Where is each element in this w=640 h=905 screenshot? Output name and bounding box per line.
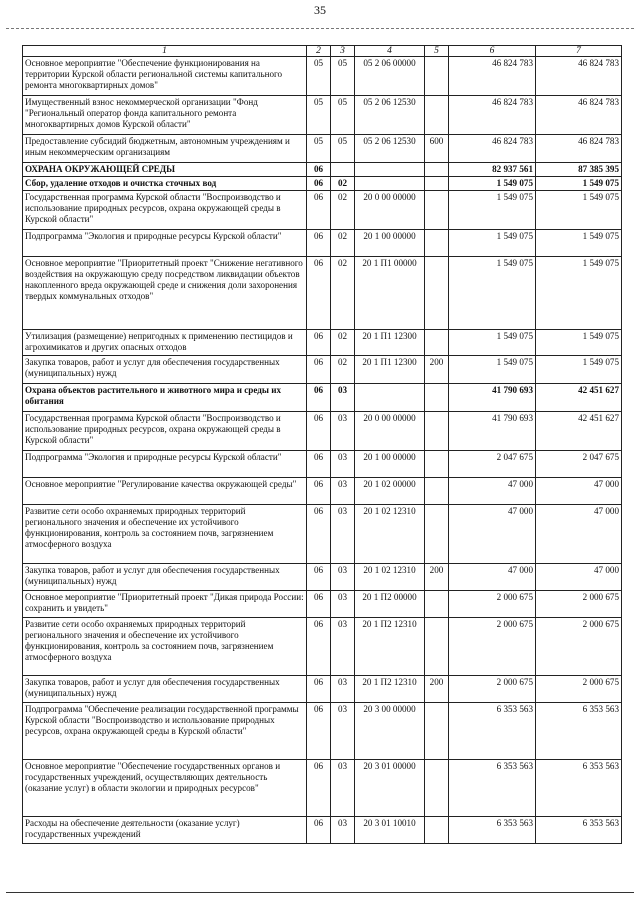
table-row xyxy=(23,591,622,618)
row-subsection xyxy=(331,163,355,177)
row-section: 06 xyxy=(307,330,331,356)
row-amount-2: 6 353 563 xyxy=(536,817,622,844)
row-subsection: 03 xyxy=(331,618,355,676)
row-expense-type xyxy=(425,177,449,191)
row-amount-2: 42 451 627 xyxy=(536,412,622,451)
row-amount-1: 47 000 xyxy=(449,564,536,591)
row-amount-2: 2 000 675 xyxy=(536,676,622,703)
row-subsection: 03 xyxy=(331,676,355,703)
row-subsection: 02 xyxy=(331,356,355,384)
row-target-code: 05 2 06 12530 xyxy=(355,96,425,135)
row-amount-1: 1 549 075 xyxy=(449,191,536,230)
row-amount-1: 47 000 xyxy=(449,478,536,505)
row-amount-1: 41 790 693 xyxy=(449,412,536,451)
table-row xyxy=(23,257,622,330)
row-name: ОХРАНА ОКРУЖАЮЩЕЙ СРЕДЫ xyxy=(23,163,307,177)
row-subsection: 05 xyxy=(331,135,355,163)
header-cell: 1 xyxy=(23,46,307,57)
row-amount-1: 6 353 563 xyxy=(449,760,536,817)
table-row xyxy=(23,191,622,230)
bottom-divider xyxy=(6,892,634,893)
row-amount-1: 1 549 075 xyxy=(449,177,536,191)
budget-table xyxy=(22,45,622,844)
row-name: Подпрограмма "Обеспечение реализации государственной программы Курской области "Воспроизводство и использование природных ресурсов, охрана окружающей среды в Курской области" xyxy=(23,703,307,760)
row-expense-type xyxy=(425,451,449,478)
row-target-code: 20 1 П2 00000 xyxy=(355,591,425,618)
row-amount-1: 2 047 675 xyxy=(449,451,536,478)
row-name: Сбор, удаление отходов и очистка сточных вод xyxy=(23,177,307,191)
row-amount-1: 1 549 075 xyxy=(449,257,536,330)
row-subsection: 03 xyxy=(331,412,355,451)
row-section: 06 xyxy=(307,191,331,230)
row-target-code: 20 1 00 00000 xyxy=(355,451,425,478)
row-amount-2: 6 353 563 xyxy=(536,703,622,760)
row-subsection: 02 xyxy=(331,191,355,230)
header-cell: 4 xyxy=(355,46,425,57)
table-row xyxy=(23,96,622,135)
row-subsection: 02 xyxy=(331,177,355,191)
row-section: 06 xyxy=(307,230,331,257)
row-name: Развитие сети особо охраняемых природных территорий регионального значения и обеспечение их устойчивого функционирования, контроль за состоянием почв, загрязнением атмосферного воздуха xyxy=(23,505,307,564)
row-target-code: 20 1 02 00000 xyxy=(355,478,425,505)
row-amount-1: 1 549 075 xyxy=(449,356,536,384)
row-subsection: 03 xyxy=(331,817,355,844)
table-row xyxy=(23,177,622,191)
row-expense-type xyxy=(425,230,449,257)
table-row xyxy=(23,618,622,676)
row-expense-type: 200 xyxy=(425,356,449,384)
row-subsection: 03 xyxy=(331,564,355,591)
table-row xyxy=(23,676,622,703)
row-subsection: 03 xyxy=(331,505,355,564)
row-subsection: 03 xyxy=(331,760,355,817)
row-amount-2: 42 451 627 xyxy=(536,384,622,412)
row-amount-1: 2 000 675 xyxy=(449,676,536,703)
row-amount-2: 2 000 675 xyxy=(536,591,622,618)
row-target-code: 20 1 П1 00000 xyxy=(355,257,425,330)
row-section: 05 xyxy=(307,96,331,135)
row-subsection: 03 xyxy=(331,451,355,478)
row-section: 06 xyxy=(307,478,331,505)
header-cell: 6 xyxy=(449,46,536,57)
row-target-code: 05 2 06 00000 xyxy=(355,57,425,96)
row-target-code: 20 1 02 12310 xyxy=(355,505,425,564)
page-number: 35 xyxy=(314,3,326,17)
table-row xyxy=(23,384,622,412)
row-expense-type xyxy=(425,618,449,676)
row-amount-1: 1 549 075 xyxy=(449,330,536,356)
row-amount-1: 82 937 561 xyxy=(449,163,536,177)
row-amount-1: 6 353 563 xyxy=(449,817,536,844)
row-subsection: 05 xyxy=(331,96,355,135)
row-section: 06 xyxy=(307,177,331,191)
row-section: 06 xyxy=(307,703,331,760)
row-target-code: 20 1 02 12310 xyxy=(355,564,425,591)
row-subsection: 03 xyxy=(331,384,355,412)
row-name: Утилизация (размещение) непригодных к применению пестицидов и агрохимикатов и других опасных отходов xyxy=(23,330,307,356)
row-name: Основное мероприятие "Обеспечение функционирования на территории Курской области региональной системы капитального ремонта многоквартирных домов" xyxy=(23,57,307,96)
table-row xyxy=(23,564,622,591)
row-amount-2: 47 000 xyxy=(536,564,622,591)
row-name: Государственная программа Курской области "Воспроизводство и использование природных ресурсов, охрана окружающей среды в Курской области" xyxy=(23,191,307,230)
row-name: Основное мероприятие "Регулирование качества окружающей среды" xyxy=(23,478,307,505)
header-cell: 5 xyxy=(425,46,449,57)
row-expense-type xyxy=(425,591,449,618)
row-target-code: 20 0 00 00000 xyxy=(355,191,425,230)
table-row xyxy=(23,505,622,564)
row-amount-2: 6 353 563 xyxy=(536,760,622,817)
row-amount-2: 87 385 395 xyxy=(536,163,622,177)
row-target-code: 05 2 06 12530 xyxy=(355,135,425,163)
row-amount-1: 2 000 675 xyxy=(449,591,536,618)
row-target-code: 20 1 П2 12310 xyxy=(355,618,425,676)
row-section: 06 xyxy=(307,505,331,564)
table-row xyxy=(23,478,622,505)
row-subsection: 02 xyxy=(331,330,355,356)
row-target-code: 20 1 П1 12300 xyxy=(355,330,425,356)
row-name: Закупка товаров, работ и услуг для обеспечения государственных (муниципальных) нужд xyxy=(23,676,307,703)
table-row xyxy=(23,817,622,844)
row-amount-2: 46 824 783 xyxy=(536,57,622,96)
row-name: Развитие сети особо охраняемых природных территорий регионального значения и обеспечение их устойчивого функционирования, контроль за состоянием почв, загрязнением атмосферного воздуха xyxy=(23,618,307,676)
row-target-code: 20 3 01 00000 xyxy=(355,760,425,817)
row-name: Подпрограмма "Экология и природные ресурсы Курской области" xyxy=(23,230,307,257)
header-cell: 7 xyxy=(536,46,622,57)
row-target-code: 20 1 П1 12300 xyxy=(355,356,425,384)
row-name: Предоставление субсидий бюджетным, автономным учреждениям и иным некоммерческим организациям xyxy=(23,135,307,163)
row-expense-type xyxy=(425,384,449,412)
row-target-code xyxy=(355,163,425,177)
row-expense-type: 200 xyxy=(425,676,449,703)
row-expense-type xyxy=(425,760,449,817)
row-section: 06 xyxy=(307,163,331,177)
row-section: 06 xyxy=(307,591,331,618)
row-target-code: 20 3 01 10010 xyxy=(355,817,425,844)
row-target-code: 20 1 00 00000 xyxy=(355,230,425,257)
table-row xyxy=(23,356,622,384)
row-amount-2: 1 549 075 xyxy=(536,330,622,356)
row-name: Основное мероприятие "Приоритетный проект "Снижение негативного воздействия на окружающую среду посредством ликвидации объектов накопленного вреда окружающей среде и снижения доли захоронения твердых коммунальных отходов" xyxy=(23,257,307,330)
row-target-code xyxy=(355,384,425,412)
row-amount-1: 47 000 xyxy=(449,505,536,564)
row-subsection: 03 xyxy=(331,591,355,618)
row-expense-type xyxy=(425,257,449,330)
row-section: 06 xyxy=(307,676,331,703)
row-amount-1: 41 790 693 xyxy=(449,384,536,412)
table-row xyxy=(23,412,622,451)
top-divider xyxy=(6,28,634,29)
row-expense-type xyxy=(425,817,449,844)
row-amount-2: 1 549 075 xyxy=(536,177,622,191)
table-row xyxy=(23,330,622,356)
row-amount-1: 6 353 563 xyxy=(449,703,536,760)
row-amount-2: 47 000 xyxy=(536,505,622,564)
row-section: 05 xyxy=(307,57,331,96)
row-section: 06 xyxy=(307,356,331,384)
row-section: 06 xyxy=(307,817,331,844)
table-row xyxy=(23,163,622,177)
row-name: Государственная программа Курской области "Воспроизводство и использование природных ресурсов, охрана окружающей среды в Курской области" xyxy=(23,412,307,451)
row-expense-type xyxy=(425,330,449,356)
row-amount-1: 1 549 075 xyxy=(449,230,536,257)
row-target-code: 20 0 00 00000 xyxy=(355,412,425,451)
table-row xyxy=(23,57,622,96)
row-section: 06 xyxy=(307,564,331,591)
row-section: 05 xyxy=(307,135,331,163)
row-name: Охрана объектов растительного и животного мира и среды их обитания xyxy=(23,384,307,412)
row-name: Закупка товаров, работ и услуг для обеспечения государственных (муниципальных) нужд xyxy=(23,564,307,591)
row-name: Закупка товаров, работ и услуг для обеспечения государственных (муниципальных) нужд xyxy=(23,356,307,384)
row-name: Расходы на обеспечение деятельности (оказание услуг) государственных учреждений xyxy=(23,817,307,844)
row-target-code: 20 3 00 00000 xyxy=(355,703,425,760)
table-header-row xyxy=(23,46,622,57)
row-amount-2: 47 000 xyxy=(536,478,622,505)
row-amount-2: 1 549 075 xyxy=(536,257,622,330)
row-target-code: 20 1 П2 12310 xyxy=(355,676,425,703)
row-expense-type xyxy=(425,505,449,564)
row-section: 06 xyxy=(307,451,331,478)
row-subsection: 03 xyxy=(331,478,355,505)
header-cell: 3 xyxy=(331,46,355,57)
row-name: Подпрограмма "Экология и природные ресурсы Курской области" xyxy=(23,451,307,478)
row-expense-type: 200 xyxy=(425,564,449,591)
row-subsection: 02 xyxy=(331,230,355,257)
row-section: 06 xyxy=(307,384,331,412)
row-expense-type xyxy=(425,163,449,177)
header-cell: 2 xyxy=(307,46,331,57)
row-section: 06 xyxy=(307,257,331,330)
row-name: Основное мероприятие "Обеспечение государственных органов и государственных учреждений, осуществляющих деятельность (оказание услуг) в области экологии и природных ресурсов" xyxy=(23,760,307,817)
row-amount-1: 46 824 783 xyxy=(449,135,536,163)
row-expense-type xyxy=(425,703,449,760)
row-amount-1: 46 824 783 xyxy=(449,96,536,135)
row-name: Основное мероприятие "Приоритетный проект "Дикая природа России: сохранить и увидеть" xyxy=(23,591,307,618)
row-amount-2: 46 824 783 xyxy=(536,96,622,135)
row-section: 06 xyxy=(307,412,331,451)
row-amount-2: 46 824 783 xyxy=(536,135,622,163)
table-row xyxy=(23,760,622,817)
table-row xyxy=(23,451,622,478)
row-expense-type xyxy=(425,191,449,230)
row-amount-2: 2 000 675 xyxy=(536,618,622,676)
row-amount-1: 46 824 783 xyxy=(449,57,536,96)
table-row xyxy=(23,703,622,760)
row-amount-1: 2 000 675 xyxy=(449,618,536,676)
row-subsection: 03 xyxy=(331,703,355,760)
row-subsection: 05 xyxy=(331,57,355,96)
row-expense-type xyxy=(425,478,449,505)
row-expense-type xyxy=(425,412,449,451)
row-amount-2: 1 549 075 xyxy=(536,191,622,230)
row-expense-type xyxy=(425,57,449,96)
row-amount-2: 1 549 075 xyxy=(536,356,622,384)
row-amount-2: 2 047 675 xyxy=(536,451,622,478)
row-section: 06 xyxy=(307,760,331,817)
table-row xyxy=(23,230,622,257)
row-amount-2: 1 549 075 xyxy=(536,230,622,257)
row-target-code xyxy=(355,177,425,191)
table-row xyxy=(23,135,622,163)
row-expense-type: 600 xyxy=(425,135,449,163)
row-name: Имущественный взнос некоммерческой организации "Фонд "Региональный оператор фонда капитального ремонта многоквартирных домов Курской области" xyxy=(23,96,307,135)
row-section: 06 xyxy=(307,618,331,676)
row-expense-type xyxy=(425,96,449,135)
row-subsection: 02 xyxy=(331,257,355,330)
